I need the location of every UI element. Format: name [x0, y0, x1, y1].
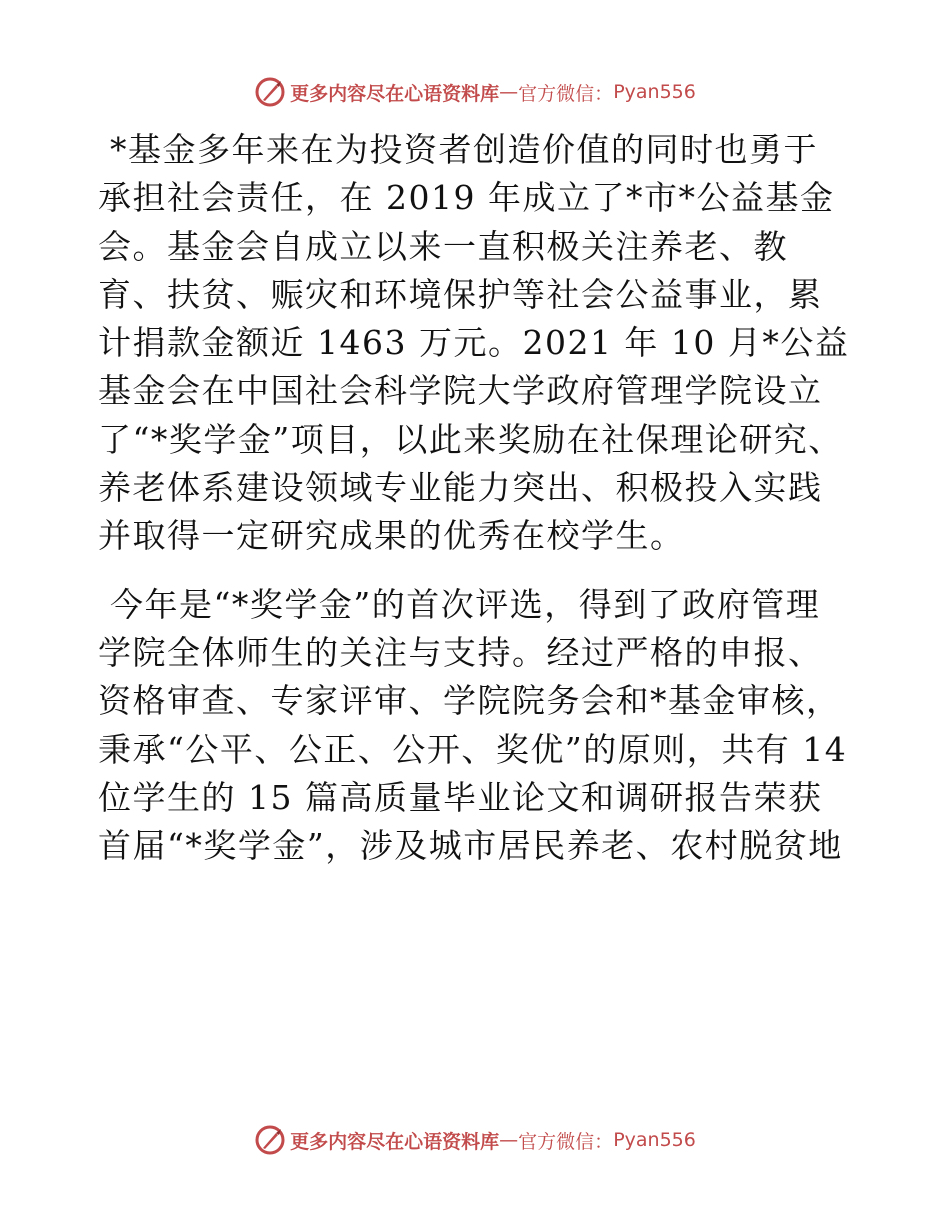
banner-wechat-label: 官方微信：	[518, 82, 614, 105]
paragraph-2	[98, 581, 850, 871]
document-body	[98, 126, 850, 870]
paragraph-1-text: *基金多年来在为投资者创造价值的同时也勇于承担社会责任，在 2019 年成立了*市*公益基金会。基金会自成立以来一直积极关注养老、教育、扶贫、赈灾和环境保护等社会公益事业，累计捐款金额近 1463 万元。2021 年 10 月*公益基金会在中国社会科学院大学政府管理学院设立了“*奖学金”项目，以此来奖励在社保理论研究、养老体系建设领域专业能力突出、积极投入实践并取得一定研究成果的优秀在校学生。	[98, 130, 850, 556]
banner-wechat-id: Pyan556	[613, 81, 696, 103]
footer-banner	[0, 1120, 950, 1160]
banner-slogan: 更多内容尽在心语资料库	[290, 82, 500, 105]
quill-logo-icon	[254, 1124, 286, 1156]
paragraph-2-text: 今年是“*奖学金”的首次评选，得到了政府管理学院全体师生的关注与支持。经过严格的申报、资格审查、专家评审、学院院务会和*基金审核，秉承“公平、公正、公开、奖优”的原则，共有 14 位学生的 15 篇高质量毕业论文和调研报告荣获首届“*奖学金”，涉及城市居民养老、农村脱贫地	[98, 584, 848, 866]
paragraph-1	[98, 126, 850, 561]
banner-dash: —	[499, 81, 519, 103]
banner-dash: —	[499, 1129, 519, 1151]
quill-logo-icon	[254, 76, 286, 108]
banner-wechat-id: Pyan556	[613, 1129, 696, 1151]
header-banner	[0, 72, 950, 112]
banner-wechat-label: 官方微信：	[518, 1130, 614, 1153]
banner-slogan: 更多内容尽在心语资料库	[290, 1130, 500, 1153]
